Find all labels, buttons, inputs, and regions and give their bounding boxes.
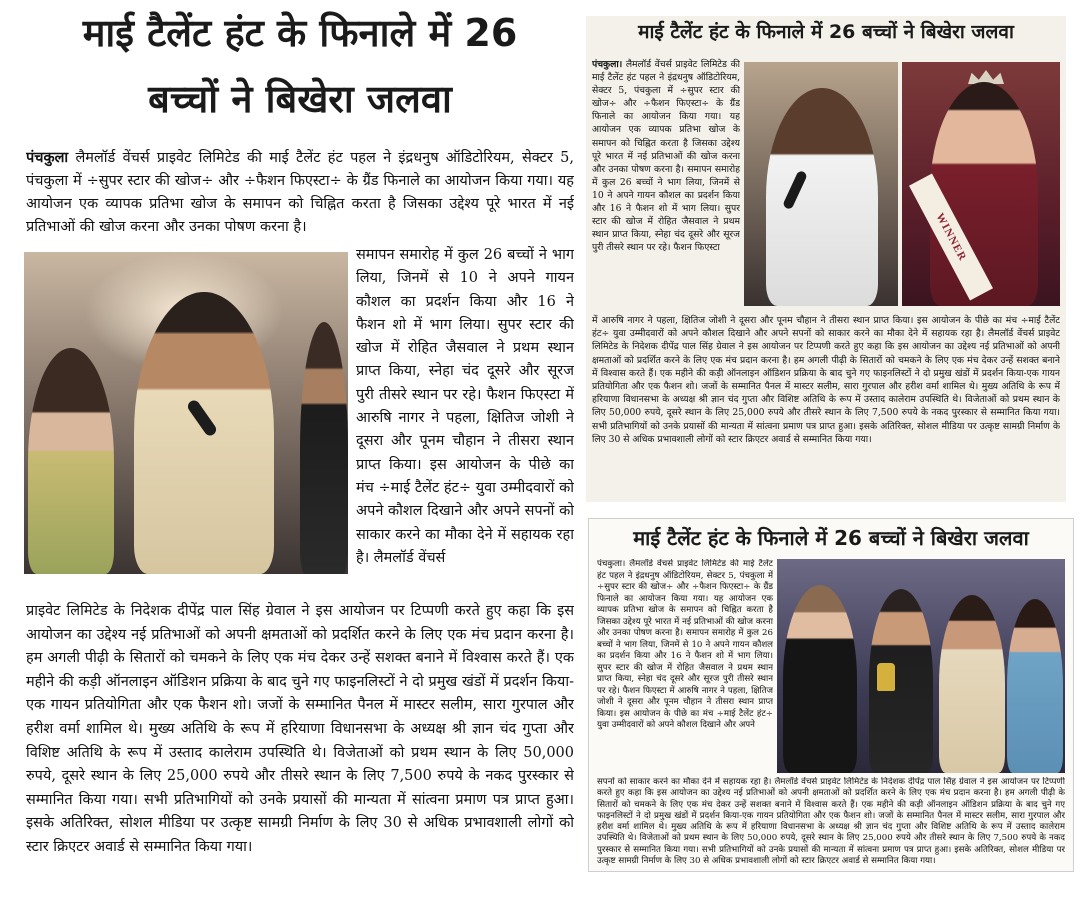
left-side-text: समापन समारोह में कुल 26 बच्चों ने भाग लिया, जिनमें से 10 ने अपने गायन कौशल का प्रदर्शन किया और 16 ने फैशन शो में भाग लिया। सुपर स्टार की खोज में रोहित जैसवाल ने प्रथम स्थान प्राप्त किया, स्नेहा चंद दूसरे और सूरज पुरी तीसरे स्थान पर रहे। फैशन फिएस्टा में आरुषि नागर ने पहला, क्षितिज जोशी ने दूसरा और पूनम चौहान ने तीसरा स्थान प्राप्त किया। इस आयोजन के पीछे का मंच ÷माई टैलेंट हंट÷ युवा उम्मीदवारों को अपने कौशल दिखाने और अपने सपनों को साकार करने का मौका देने में सहायक रहा है। लैमलॉर्ड वेंचर्स	[356, 247, 574, 566]
top-right-col-text: लैमलॉर्ड वेंचर्स प्राइवेट लिमिटेड की माई टैलेंट हंट पहल ने इंद्रधनुष ऑडिटोरियम, सेक्टर 5, पंचकुला में ÷सुपर स्टार की खोज÷ और ÷फैशन फिएस्टा÷ के ग्रैंड फिनाले का आयोजन किया गया। यह आयोजन एक व्यापक प्रतिभा खोज के समापन को चिह्नित करता है जिसका उद्देश्य पूरे भारत में नई प्रतिभाओं की खोज करना और उनका पोषण करना है। समापन समारोह में कुल 26 बच्चों ने भाग लिया, जिनमें से 10 ने अपने गायन कौशल का प्रदर्शन किया और 16 ने फैशन शो में भाग लिया। सुपर स्टार की खोज में रोहित जैसवाल ने प्रथम स्थान प्राप्त किया, स्नेहा चंद दूसरे और सूरज पुरी तीसरे स्थान पर रहे। फैशन फिएस्टा	[592, 59, 740, 254]
left-intro-paragraph	[26, 146, 574, 242]
left-stage-photo	[24, 252, 348, 574]
top-right-singer-photo	[744, 62, 898, 306]
top-right-winner-photo	[902, 62, 1060, 306]
man-beige-figure	[939, 595, 1005, 773]
singer-bald-figure	[766, 88, 878, 306]
bottom-right-full-text	[597, 777, 1065, 867]
top-right-dateline: पंचकुला।	[592, 59, 623, 70]
left-dateline: पंचकुला	[26, 149, 69, 166]
trophy-icon	[877, 663, 895, 691]
top-right-news-clipping	[586, 16, 1066, 502]
bottom-right-left-column	[597, 559, 773, 773]
woman-black-dress-figure	[783, 585, 857, 773]
top-right-full-text	[592, 314, 1060, 496]
bottom-right-group-photo	[777, 559, 1065, 773]
left-bottom-text: प्राइवेट लिमिटेड के निदेशक दीपेंद्र पाल सिंह ग्रेवाल ने इस आयोजन पर टिप्पणी करते हुए कहा कि इस आयोजन का उद्देश्य नई प्रतिभाओं को अपनी क्षमताओं को प्रदर्शित करने के लिए एक मंच प्रदान करना है। हम अगली पीढ़ी के सितारों को चमकने के लिए एक मंच देकर उन्हें सशक्त बनाने में विश्वास करते हैं। एक महीने की कड़ी ऑनलाइन ऑडिशन प्रक्रिया के बाद चुने गए फाइनलिस्टों ने दो प्रमुख खंडों में प्रदर्शन किया-एक गायन प्रतियोगिता और एक फैशन शो। जजों के सम्मानित पैनल में मास्टर सलीम, सारा गुरपाल और हरीश वर्मा शामिल थे। मुख्य अतिथि के रूप में हरियाणा विधानसभा के अध्यक्ष श्री ज्ञान चंद गुप्ता और विशिष्ट अतिथि के रूप में उस्ताद कालेराम उपस्थिति थे। विजेताओं को प्रथम स्थान के लिए 50,000 रुपये, दूसरे स्थान के लिए 25,000 रुपये और तीसरे स्थान के लिए 7,500 रुपये के नकद पुरस्कार से सम्मानित किया गया। सभी प्रतिभागियों को उनके प्रयासों की मान्यता में सांत्वना प्रमाण पत्र प्राप्त हुआ। इसके अतिरिक्त, सोशल मीडिया पर उत्कृष्ट सामग्री निर्माण के लिए 30 से अधिक प्रभावशाली लोगों को स्टार क्रिएटर अवार्ड से सम्मानित किया गया।	[26, 603, 574, 855]
left-intro-text: लैमलॉर्ड वेंचर्स प्राइवेट लिमिटेड की माई टैलेंट हंट पहल ने इंद्रधनुष ऑडिटोरियम, सेक्टर 5, पंचकुला में ÷सुपर स्टार की खोज÷ और ÷फैशन फिएस्टा÷ के ग्रैंड फिनाले का आयोजन किया गया। यह आयोजन एक व्यापक प्रतिभा खोज के समापन को चिह्नित करता है जिसका उद्देश्य पूरे भारत में नई प्रतिभाओं की खोज करना और उनका पोषण करना है।	[26, 150, 574, 235]
woman-left-figure	[28, 348, 114, 574]
left-side-column	[356, 244, 574, 600]
man-right-figure	[300, 322, 348, 574]
top-right-left-column	[592, 58, 740, 320]
left-headline-line1: माई टैलेंट हंट के फिनाले में 26	[82, 11, 518, 55]
left-news-clipping	[20, 8, 580, 892]
left-headline-line2: बच्चों ने बिखेरा जलवा	[148, 77, 452, 121]
top-right-full-text-content: में आरुषि नागर ने पहला, क्षितिज जोशी ने दूसरा और पूनम चौहान ने तीसरा स्थान प्राप्त किया। इस आयोजन के पीछे का मंच ÷माई टैलेंट हंट÷ युवा उम्मीदवारों को अपने कौशल दिखाने और अपने सपनों को साकार करने का मौका देने में सहायक रहा है। लैमलॉर्ड वेंचर्स प्राइवेट लिमिटेड के निदेशक दीपेंद्र पाल सिंह ग्रेवाल ने इस आयोजन पर टिप्पणी करते हुए कहा कि इस आयोजन का उद्देश्य नई प्रतिभाओं को अपनी क्षमताओं को प्रदर्शित करने के लिए एक मंच प्रदान करना है। हम अगली पीढ़ी के सितारों को चमकने के लिए एक मंच देकर उन्हें सशक्त बनाने में विश्वास करते हैं। एक महीने की कड़ी ऑनलाइन ऑडिशन प्रक्रिया के बाद चुने गए फाइनलिस्टों ने दो प्रमुख खंडों में प्रदर्शन किया-एक गायन प्रतियोगिता और एक फैशन शो। जजों के सम्मानित पैनल में मास्टर सलीम, सारा गुरपाल और हरीश वर्मा शामिल थे। मुख्य अतिथि के रूप में हरियाणा विधानसभा के अध्यक्ष श्री ज्ञान चंद गुप्ता और विशिष्ट अतिथि के रूप में उस्ताद कालेराम उपस्थिति थे। विजेताओं को प्रथम स्थान के लिए 50,000 रुपये, दूसरे स्थान के लिए 25,000 रुपये और तीसरे स्थान के लिए 7,500 रुपये के नकद पुरस्कार से सम्मानित किया गया। सभी प्रतिभागियों को उनके प्रयासों की मान्यता में सांत्वना प्रमाण पत्र प्राप्त हुआ। इसके अतिरिक्त, सोशल मीडिया पर उत्कृष्ट सामग्री निर्माण के लिए 30 से अधिक प्रभावशाली लोगों को स्टार क्रिएटर अवार्ड से सम्मानित किया गया।	[592, 315, 1060, 445]
left-bottom-paragraph	[26, 600, 574, 888]
singer-figure	[134, 292, 274, 574]
top-right-headline: माई टैलेंट हंट के फिनाले में 26 बच्चों ने बिखेरा जलवा	[638, 21, 1014, 43]
winner-sash-text: WINNER	[933, 211, 969, 263]
bottom-right-headline: माई टैलेंट हंट के फिनाले में 26 बच्चों ने बिखेरा जलवा	[633, 526, 1029, 550]
bottom-right-col-text: पंचकुला। लैमलॉर्ड वेंचर्स प्राइवेट लिमिटेड की माई टैलेंट हंट पहल ने इंद्रधनुष ऑडिटोरियम, सेक्टर 5, पंचकुला में ÷सुपर स्टार की खोज÷ और ÷फैशन फिएस्टा÷ के ग्रैंड फिनाले का आयोजन किया गया। यह आयोजन एक व्यापक प्रतिभा खोज के समापन को चिह्नित करता है जिसका उद्देश्य पूरे भारत में नई प्रतिभाओं की खोज करना और उनका पोषण करना है। समापन समारोह में कुल 26 बच्चों ने भाग लिया, जिनमें से 10 ने अपने गायन कौशल का प्रदर्शन किया और 16 ने फैशन शो में भाग लिया। सुपर स्टार की खोज में रोहित जैसवाल ने प्रथम स्थान प्राप्त किया, स्नेहा चंद दूसरे और सूरज पुरी तीसरे स्थान पर रहे। फैशन फिएस्टा में आरुषि नागर ने पहला, क्षितिज जोशी ने दूसरा और पूनम चौहान ने तीसरा स्थान प्राप्त किया। इस आयोजन के पीछे का मंच ÷माई टैलेंट हंट÷ युवा उम्मीदवारों को अपने कौशल दिखाने और अपने	[597, 559, 773, 730]
woman-right-figure	[1007, 599, 1063, 773]
bottom-right-news-clipping	[588, 518, 1074, 872]
bottom-right-full-text-content: सपनों को साकार करने का मौका देने में सहायक रहा है। लैमलॉर्ड वेंचर्स प्राइवेट लिमिटेड के निदेशक दीपेंद्र पाल सिंह ग्रेवाल ने इस आयोजन पर टिप्पणी करते हुए कहा कि इस आयोजन का उद्देश्य नई प्रतिभाओं को अपनी क्षमताओं को प्रदर्शित करने के लिए एक मंच प्रदान करना है। हम अगली पीढ़ी के सितारों को चमकने के लिए एक मंच देकर उन्हें सशक्त बनाने में विश्वास करते हैं। एक महीने की कड़ी ऑनलाइन ऑडिशन प्रक्रिया के बाद चुने गए फाइनलिस्टों ने दो प्रमुख खंडों में प्रदर्शन किया-एक गायन प्रतियोगिता और एक फैशन शो। जजों के सम्मानित पैनल में मास्टर सलीम, सारा गुरपाल और हरीश वर्मा शामिल थे। मुख्य अतिथि के रूप में हरियाणा विधानसभा के अध्यक्ष श्री ज्ञान चंद गुप्ता और विशिष्ट अतिथि के रूप में उस्ताद कालेराम उपस्थिति थे। विजेताओं को प्रथम स्थान के लिए 50,000 रुपये, दूसरे स्थान के लिए 25,000 रुपये और तीसरे स्थान के लिए 7,500 रुपये के नकद पुरस्कार से सम्मानित किया गया। सभी प्रतिभागियों को उनके प्रयासों की मान्यता में सांत्वना प्रमाण पत्र प्राप्त हुआ। इसके अतिरिक्त, सोशल मीडिया पर उत्कृष्ट सामग्री निर्माण के लिए 30 से अधिक प्रभावशाली लोगों को स्टार क्रिएटर अवार्ड से सम्मानित किया गया।	[597, 777, 1065, 867]
